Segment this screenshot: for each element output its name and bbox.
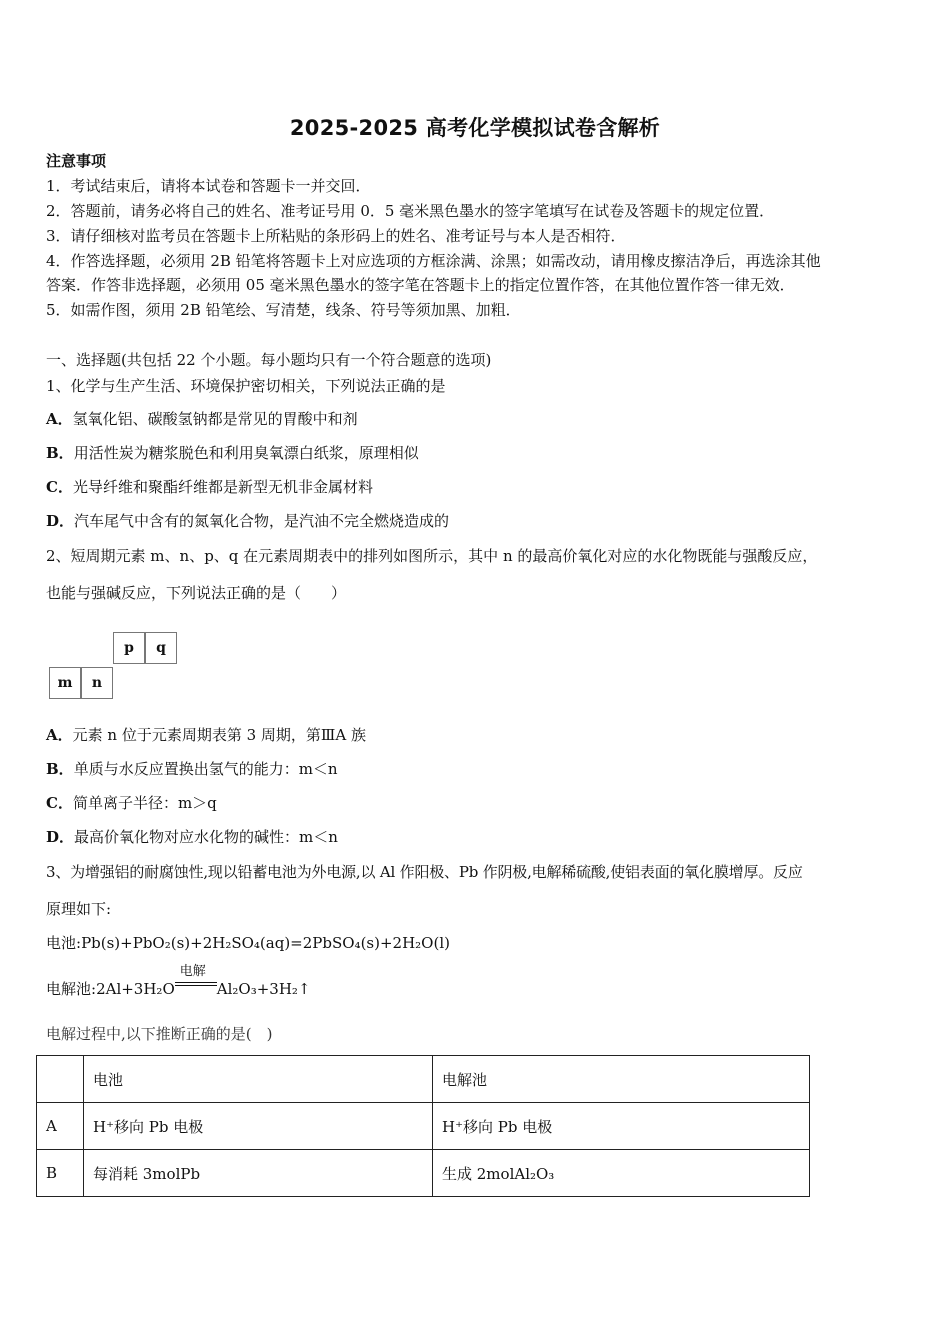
option-text: 汽车尾气中含有的氮氧化合物，是汽油不完全燃烧造成的: [74, 512, 450, 530]
q1-option-d: [46, 511, 449, 531]
notice-item: 4．作答选择题，必须用 2B 铅笔将答题卡上对应选项的方框涂满、涂黑；如需改动，请用橡皮擦洁净后，再选涂其他: [46, 252, 821, 270]
notice-item: 3．请仔细核对监考员在答题卡上所粘贴的条形码上的姓名、准考证号与本人是否相符．: [46, 227, 626, 245]
cell-equation: [46, 964, 311, 999]
q2-option-c: [46, 793, 217, 813]
q3-stem-line2: 原理如下:: [46, 900, 112, 918]
periodic-cell-q: q: [145, 632, 177, 664]
double-line-bottom: [175, 985, 217, 986]
answer-table: [36, 1055, 810, 1197]
q1-stem: 1、化学与生产生活、环境保护密切相关，下列说法正确的是: [46, 377, 446, 395]
periodic-cell-p: p: [113, 632, 145, 664]
option-label: A．: [46, 410, 73, 428]
option-label: D．: [46, 512, 75, 530]
option-label: A．: [46, 726, 73, 744]
periodic-cell-n: n: [81, 667, 113, 699]
option-label: B．: [46, 444, 74, 462]
q1-option-c: [46, 477, 373, 497]
table-cell: H⁺移向 Pb 电极: [84, 1103, 433, 1150]
section-heading: 一、选择题(共包括 22 个小题。每小题均只有一个符合题意的选项): [46, 351, 492, 369]
table-cell: H⁺移向 Pb 电极: [433, 1103, 810, 1150]
table-cell: B: [37, 1150, 84, 1197]
table-row: [37, 1103, 810, 1150]
option-label: D．: [46, 828, 75, 846]
table-row: [37, 1150, 810, 1197]
q2-option-d: [46, 827, 338, 847]
q3-question: 电解过程中,以下推断正确的是( ): [46, 1025, 273, 1043]
option-label: C．: [46, 794, 73, 812]
q1-option-a: [46, 409, 358, 429]
option-text: 单质与水反应置换出氢气的能力：m＜n: [73, 760, 338, 778]
q1-option-b: [46, 443, 419, 463]
notice-item: 1．考试结束后，请将本试卷和答题卡一并交回．: [46, 177, 371, 195]
cell-eq-condition: 电解: [179, 964, 206, 979]
page-title: 2025-2025 高考化学模拟试卷含解析: [289, 116, 661, 140]
option-label: C．: [46, 478, 73, 496]
table-cell: 电池: [84, 1056, 433, 1103]
notice-heading: 注意事项: [46, 152, 107, 170]
notice-item: 答案．作答非选择题，必须用 05 毫米黑色墨水的签字笔在答题卡上的指定位置作答，在其他位置作答一律无效．: [46, 276, 795, 294]
battery-eq: Pb(s)+PbO₂(s)+2H₂SO₄(aq)=2PbSO₄(s)+2H₂O(l): [81, 934, 450, 952]
q3-stem-line1: 3、为增强铝的耐腐蚀性,现以铅蓄电池为外电源,以 Al 作阳极、Pb 作阴极,电解稀硫酸,使铝表面的氧化膜增厚。反应: [46, 863, 803, 881]
q2-stem-line1: 2、短周期元素 m、n、p、q 在元素周期表中的排列如图所示，其中 n 的最高价氧化对应的水化物既能与强酸反应，: [46, 547, 818, 565]
table-cell: [37, 1056, 84, 1103]
cell-eq-right: Al₂O₃+3H₂↑: [216, 980, 311, 998]
option-label: B．: [46, 760, 74, 778]
q2-option-b: [46, 759, 338, 779]
cell-label: 电解池:: [46, 980, 97, 998]
notice-item: 5．如需作图，须用 2B 铅笔绘、写清楚，线条、符号等须加黑、加粗．: [46, 301, 521, 319]
notice-item: 2．答题前，请务必将自己的姓名、准考证号用 0．5 毫米黑色墨水的签字笔填写在试卷及答题卡的规定位置．: [46, 202, 775, 220]
q2-stem-line2: 也能与强碱反应，下列说法正确的是（ ）: [46, 584, 347, 602]
double-line-top: [175, 982, 217, 983]
option-text: 用活性炭为糖浆脱色和利用臭氧漂白纸浆，原理相似: [73, 444, 419, 462]
condition-arrow: [175, 964, 217, 999]
table-cell: A: [37, 1103, 84, 1150]
battery-label: 电池:: [46, 934, 82, 952]
cell-eq-left: 2Al+3H₂O: [96, 980, 175, 998]
option-text: 氢氧化铝、碳酸氢钠都是常见的胃酸中和剂: [72, 410, 358, 428]
option-text: 元素 n 位于元素周期表第 3 周期，第ⅢA 族: [72, 726, 366, 744]
periodic-cell-m: m: [49, 667, 81, 699]
option-text: 光导纤维和聚酯纤维都是新型无机非金属材料: [72, 478, 373, 496]
q2-option-a: [46, 725, 366, 745]
option-text: 简单离子半径：m＞q: [72, 794, 217, 812]
option-text: 最高价氧化物对应水化物的碱性：m＜n: [74, 828, 338, 846]
table-cell: 生成 2molAl₂O₃: [433, 1150, 810, 1197]
battery-equation: [46, 933, 450, 953]
table-cell: 每消耗 3molPb: [84, 1150, 433, 1197]
table-header-row: [37, 1056, 810, 1103]
table-cell: 电解池: [433, 1056, 810, 1103]
